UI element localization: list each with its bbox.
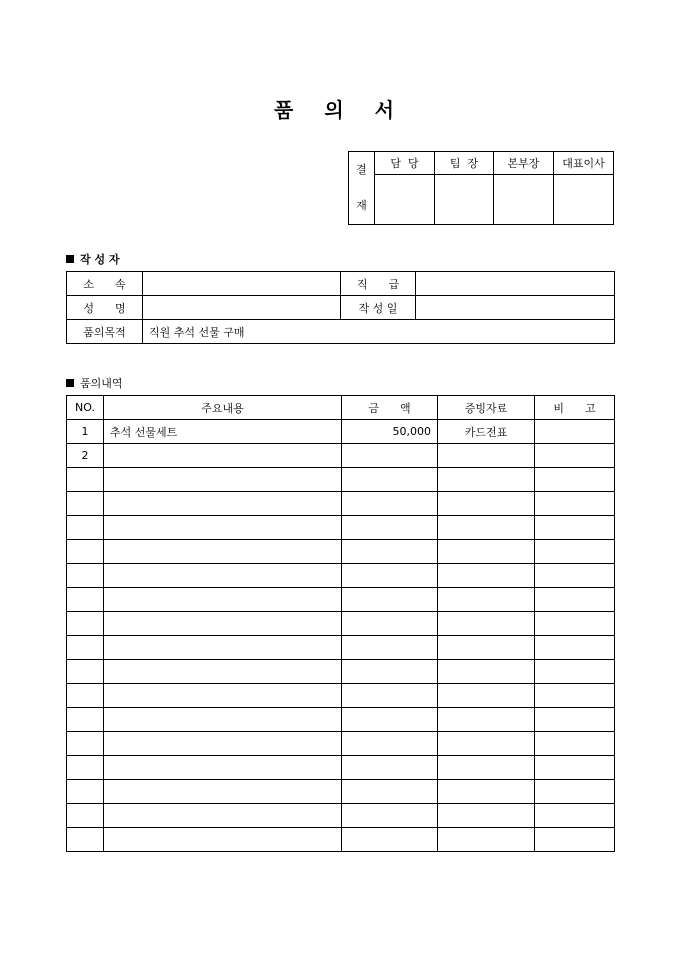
row-number-cell[interactable] <box>67 492 104 516</box>
approval-header-staff: 담 당 <box>375 152 435 175</box>
table-row <box>67 540 615 564</box>
row-content-cell[interactable] <box>104 780 342 804</box>
row-evidence-cell[interactable] <box>438 612 535 636</box>
items-section-heading: 품의내역 <box>66 375 123 391</box>
row-note-cell[interactable] <box>535 732 615 756</box>
row-content-cell[interactable] <box>104 684 342 708</box>
row-note-cell[interactable] <box>535 444 615 468</box>
table-row <box>67 756 615 780</box>
row-amount-cell[interactable] <box>342 732 438 756</box>
row-amount-cell[interactable] <box>342 468 438 492</box>
table-row <box>67 804 615 828</box>
row-content-cell[interactable] <box>104 636 342 660</box>
table-row <box>67 660 615 684</box>
row-note-cell[interactable] <box>535 780 615 804</box>
department-field[interactable] <box>143 272 341 296</box>
row-number-cell[interactable] <box>67 828 104 852</box>
row-note-cell[interactable] <box>535 420 615 444</box>
row-amount-cell[interactable] <box>342 804 438 828</box>
approval-sign-ceo[interactable] <box>554 174 614 224</box>
row-evidence-cell[interactable]: 카드전표 <box>438 420 535 444</box>
column-header-note: 비 고 <box>535 396 615 420</box>
row-note-cell[interactable] <box>535 828 615 852</box>
column-header-amount: 금 액 <box>342 396 438 420</box>
row-note-cell[interactable] <box>535 636 615 660</box>
document-title: 품 의 서 <box>274 98 406 122</box>
row-content-cell[interactable] <box>104 732 342 756</box>
row-amount-cell[interactable] <box>342 660 438 684</box>
row-note-cell[interactable] <box>535 804 615 828</box>
row-amount-cell[interactable] <box>342 516 438 540</box>
row-content-cell[interactable] <box>104 660 342 684</box>
label-department: 소 속 <box>67 272 143 296</box>
row-note-cell[interactable] <box>535 540 615 564</box>
row-content-cell[interactable] <box>104 516 342 540</box>
approval-box <box>348 151 614 225</box>
row-amount-cell[interactable] <box>342 588 438 612</box>
approval-sign-division-head[interactable] <box>494 174 554 224</box>
approval-header-team-lead: 팀 장 <box>435 152 494 175</box>
row-content-cell[interactable] <box>104 444 342 468</box>
row-content-cell[interactable] <box>104 708 342 732</box>
row-evidence-cell[interactable] <box>438 564 535 588</box>
row-number-cell[interactable] <box>67 804 104 828</box>
row-number-cell[interactable] <box>67 516 104 540</box>
table-row <box>67 732 615 756</box>
row-note-cell[interactable] <box>535 612 615 636</box>
row-amount-cell[interactable] <box>342 828 438 852</box>
row-content-cell[interactable] <box>104 564 342 588</box>
table-row <box>67 828 615 852</box>
row-amount-cell[interactable] <box>342 444 438 468</box>
row-evidence-cell[interactable] <box>438 684 535 708</box>
row-content-cell[interactable] <box>104 492 342 516</box>
row-amount-cell[interactable] <box>342 612 438 636</box>
table-row <box>67 516 615 540</box>
row-number-cell[interactable] <box>67 540 104 564</box>
row-content-cell[interactable] <box>104 612 342 636</box>
items-table <box>66 395 615 852</box>
row-note-cell[interactable] <box>535 660 615 684</box>
row-evidence-cell[interactable] <box>438 732 535 756</box>
square-bullet-icon <box>66 255 74 263</box>
column-header-evidence: 증빙자료 <box>438 396 535 420</box>
row-evidence-cell[interactable] <box>438 780 535 804</box>
row-amount-cell[interactable] <box>342 636 438 660</box>
approval-header-ceo: 대표이사 <box>554 152 614 175</box>
row-number-cell[interactable]: 1 <box>67 420 104 444</box>
approval-header-division-head: 본부장 <box>494 152 554 175</box>
table-row <box>67 708 615 732</box>
label-name: 성 명 <box>67 296 143 320</box>
approval-side-label-1: 결 <box>356 163 367 176</box>
row-amount-cell[interactable] <box>342 684 438 708</box>
row-amount-cell[interactable] <box>342 708 438 732</box>
column-header-content: 주요내용 <box>104 396 342 420</box>
row-evidence-cell[interactable] <box>438 708 535 732</box>
row-note-cell[interactable] <box>535 468 615 492</box>
row-evidence-cell[interactable] <box>438 492 535 516</box>
row-note-cell[interactable] <box>535 756 615 780</box>
row-content-cell[interactable] <box>104 804 342 828</box>
row-content-cell[interactable] <box>104 588 342 612</box>
row-note-cell[interactable] <box>535 492 615 516</box>
row-number-cell[interactable] <box>67 636 104 660</box>
name-field[interactable] <box>143 296 341 320</box>
row-number-cell[interactable] <box>67 564 104 588</box>
row-note-cell[interactable] <box>535 588 615 612</box>
row-content-cell[interactable] <box>104 756 342 780</box>
table-row <box>67 612 615 636</box>
row-content-cell[interactable] <box>104 828 342 852</box>
label-position: 직 급 <box>341 272 416 296</box>
table-row <box>67 468 615 492</box>
table-row <box>67 588 615 612</box>
author-section-heading: 작 성 자 <box>66 251 120 267</box>
table-row <box>67 780 615 804</box>
table-row <box>67 420 615 444</box>
row-number-cell[interactable] <box>67 780 104 804</box>
row-number-cell[interactable] <box>67 588 104 612</box>
row-number-cell[interactable] <box>67 732 104 756</box>
row-amount-cell[interactable] <box>342 780 438 804</box>
row-number-cell[interactable] <box>67 756 104 780</box>
label-purpose: 품의목적 <box>67 320 143 344</box>
row-amount-cell[interactable] <box>342 756 438 780</box>
label-date: 작 성 일 <box>341 296 416 320</box>
row-note-cell[interactable] <box>535 708 615 732</box>
row-evidence-cell[interactable] <box>438 756 535 780</box>
row-evidence-cell[interactable] <box>438 468 535 492</box>
row-number-cell[interactable] <box>67 660 104 684</box>
approval-sign-staff[interactable] <box>375 174 435 224</box>
row-note-cell[interactable] <box>535 516 615 540</box>
approval-sign-team-lead[interactable] <box>435 174 494 224</box>
row-amount-cell[interactable] <box>342 564 438 588</box>
row-content-cell[interactable]: 추석 선물세트 <box>104 420 342 444</box>
column-header-no: NO. <box>67 396 104 420</box>
row-evidence-cell[interactable] <box>438 828 535 852</box>
row-number-cell[interactable] <box>67 612 104 636</box>
row-evidence-cell[interactable] <box>438 804 535 828</box>
row-evidence-cell[interactable] <box>438 660 535 684</box>
table-row <box>67 492 615 516</box>
table-row <box>67 564 615 588</box>
purpose-field[interactable]: 직원 추석 선물 구매 <box>143 320 615 344</box>
row-content-cell[interactable] <box>104 468 342 492</box>
author-table <box>66 271 615 344</box>
table-row <box>67 636 615 660</box>
row-number-cell[interactable]: 2 <box>67 444 104 468</box>
row-amount-cell[interactable] <box>342 492 438 516</box>
row-amount-cell[interactable] <box>342 540 438 564</box>
row-note-cell[interactable] <box>535 564 615 588</box>
row-evidence-cell[interactable] <box>438 636 535 660</box>
row-number-cell[interactable] <box>67 684 104 708</box>
table-row <box>67 444 615 468</box>
row-evidence-cell[interactable] <box>438 516 535 540</box>
row-note-cell[interactable] <box>535 684 615 708</box>
approval-side-label <box>349 152 375 225</box>
date-field[interactable] <box>416 296 615 320</box>
row-number-cell[interactable] <box>67 708 104 732</box>
table-row <box>67 684 615 708</box>
row-evidence-cell[interactable] <box>438 444 535 468</box>
row-evidence-cell[interactable] <box>438 588 535 612</box>
row-number-cell[interactable] <box>67 468 104 492</box>
square-bullet-icon <box>66 379 74 387</box>
row-content-cell[interactable] <box>104 540 342 564</box>
approval-side-label-2: 재 <box>356 199 367 212</box>
position-field[interactable] <box>416 272 615 296</box>
row-amount-cell[interactable]: 50,000 <box>342 420 438 444</box>
row-evidence-cell[interactable] <box>438 540 535 564</box>
items-table-body <box>67 420 615 852</box>
